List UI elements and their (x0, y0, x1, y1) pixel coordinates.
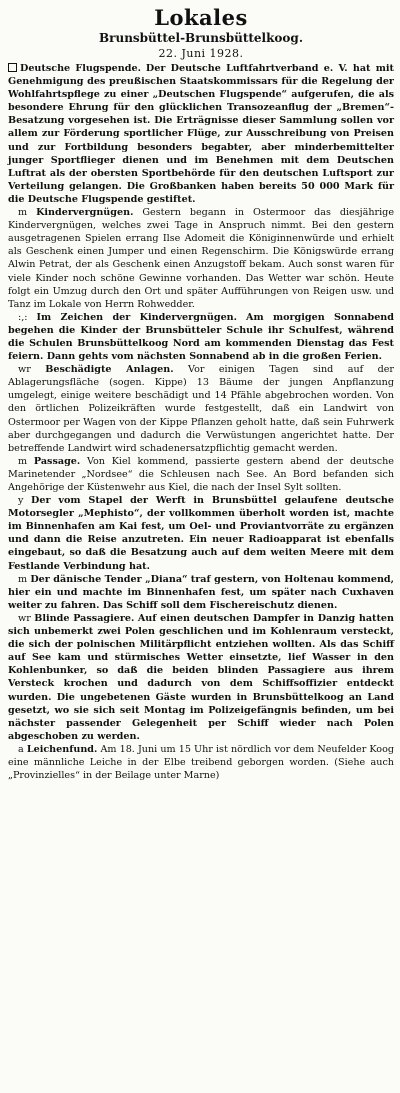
article-headline: Der vom Stapel (31, 495, 123, 507)
article-headline: Passage. (33, 455, 81, 467)
square-bullet-icon (8, 63, 17, 72)
article-body: der Werft in Brunsbüttel gelaufene deutsche Motorsegler „Mephisto“, der vollkommen überholt worden ist, machte im Binnenhafen am Kai fest, um Oel- und Proviantvorräte zu ergänzen und dann die Reise anzutreten. Ein neuer Radioapparat ist ebenfalls eingebaut, so daß die Besatzung auch auf dem weiten Meere mit dem Festlande Verbindung hat. (8, 495, 394, 572)
article-body: Vor einigen Tagen sind auf der Ablagerungsfläche (sogen. Kippe) 13 Bäume der jungen Anpflanzung umgelegt, einige weitere beschädigt und 14 Pfähle abgebrochen worden. Von den örtlichen Polizeikräften wurde festgestellt, daß ein Landwirt von Ostermoor per Wagen von der Kippe Pflanzen geholt hatte, daß sein Fuhrwerk aber durchgegangen und dadurch die Verwüstungen angerichtet hatte. Der betreffende Landwirt wird schadenersatzpflichtig gemacht werden. (8, 364, 394, 454)
article-diana (8, 573, 394, 612)
article-tag: m (18, 573, 28, 585)
article-body: Auf einen deutschen Dampfer in Danzig hatten sich unbemerkt zwei Polen geschlichen und im Kohlenraum versteckt, die sich der polnischen Militärpflicht entziehen wollten. Als das Schiff auf See kam und stürmisches Wetter einsetzte, lief Wasser in den Kohlenbunker, so daß die beiden blinden Passagiere aus ihrem Versteck krochen und dadurch von dem Schiffsoffizier entdeckt wurden. Die ungebetenen Gäste wurden in Brunsbüttelkoog an Land gesetzt, wo sie sich seit Montag im Polizeigefängnis befinden, um bei nächster passender Gelegenheit per Schiff wieder nach Polen abgeschoben zu werden. (8, 612, 394, 742)
article-headline: Kindervergnügen. (36, 207, 134, 219)
article-body: Am 18. Juni um 15 Uhr ist nördlich vor dem Neufelder Koog eine männliche Leiche in der Elbe treibend geborgen worden. (Siehe auch „Provinzielles“ in der Beilage unter Marne) (8, 743, 394, 782)
article-passage (8, 455, 394, 494)
article-tag: :,: (18, 311, 28, 323)
article-tag: m (18, 455, 28, 467)
article-body: Am morgigen Sonnabend begehen die Kinder der Brunsbütteler Schule ihr Schulfest, während die Schulen Brunsbüttelkoog Nord am kommenden Dienstag das Fest feiern. Dann gehts vom nächsten Sonnabend ab in die großen Ferien. (8, 311, 394, 363)
article-im-zeichen (8, 311, 394, 363)
publication-date: 22. Juni 1928. (158, 47, 244, 60)
article-headline: Leichenfund. (26, 743, 98, 755)
article-body: Gestern begann in Ostermoor das diesjährige Kindervergnügen, welches zwei Tage in Anspruch nimmt. Bei den gestern ausgetragenen Spielen errang Ilse Adomeit die Königinnenwürde und erhielt als Geschenk einen Jumper und einen Regenschirm. Die Königswürde errang Alwin Petrat, der als Geschenk einen Anzugstoff bekam. Auch sonst waren für viele Kinder noch schöne Gewinne vorhanden. Das Wetter war schön. Heute folgt ein Umzug durch den Ort und später Aufführungen von Reigen usw. und Tanz im Lokale von Herrn Rohwedder. (8, 207, 394, 310)
section-subtitle: Brunsbüttel-Brunsbüttelkoog. (99, 31, 303, 45)
article-tag: m (18, 207, 28, 219)
article-headline: Beschädigte Anlagen. (45, 364, 174, 376)
article-headline: Im Zeichen der Kindervergnügen. (36, 311, 237, 323)
article-tag: wr (18, 364, 31, 376)
article-body: Von Kiel kommend, passierte gestern abend der deutsche Marinetender „Nordsee“ die Schleusen nach See. An Bord befanden sich Angehörige der Küstenwehr aus Kiel, die nach der Insel Sylt sollten. (8, 455, 394, 493)
article-tag: a (18, 743, 24, 755)
article-flugspende (8, 62, 394, 206)
article-tag: wr (18, 612, 31, 624)
article-body: Der Deutsche Luftfahrtverband e. V. hat mit Genehmigung des preußischen Staatskommissars für die Regelung der Wohlfahrtspflege zu einer „Deutschen Flugspende“ aufgerufen, die als besondere Ehrung für den glücklichen Transozeanflug der „Bremen“-Besatzung vorgesehen ist. Die Erträgnisse dieser Sammlung sollen vor allem zur Förderung sportlicher Flüge, zur Ausschreibung von Preisen und zur Fortbildung besonders begabter, aber minderbemittelter junger Sportflieger dienen und im Benehmen mit dem Deutschen Luftrat als der obersten Sportbehörde für den deutschen Luftsport zur Verteilung gelangen. Die Großbanken haben bereits 50 000 Mark für die Deutsche Flugspende gestiftet. (8, 63, 394, 205)
section-title: Lokales (154, 5, 248, 30)
article-headline: Der dänische Tender „Diana“ (30, 573, 188, 585)
article-kindervergnuegen (8, 206, 394, 311)
article-stapel (8, 494, 394, 573)
article-tag: y (18, 495, 24, 507)
article-headline: Deutsche Flugspende. (20, 63, 141, 74)
article-beschaedigte-anlagen (8, 363, 394, 455)
article-body: traf gestern, von Holtenau kommend, hier ein und machte im Binnenhafen fest, um später nach Cuxhaven weiter zu fahren. Das Schiff soll dem Fischereischutz dienen. (8, 573, 394, 611)
article-list (8, 61, 394, 782)
section-header (8, 5, 394, 61)
article-leichenfund (8, 743, 394, 782)
article-headline: Blinde Passagiere. (34, 612, 135, 624)
article-blinde-passagiere (8, 612, 394, 743)
